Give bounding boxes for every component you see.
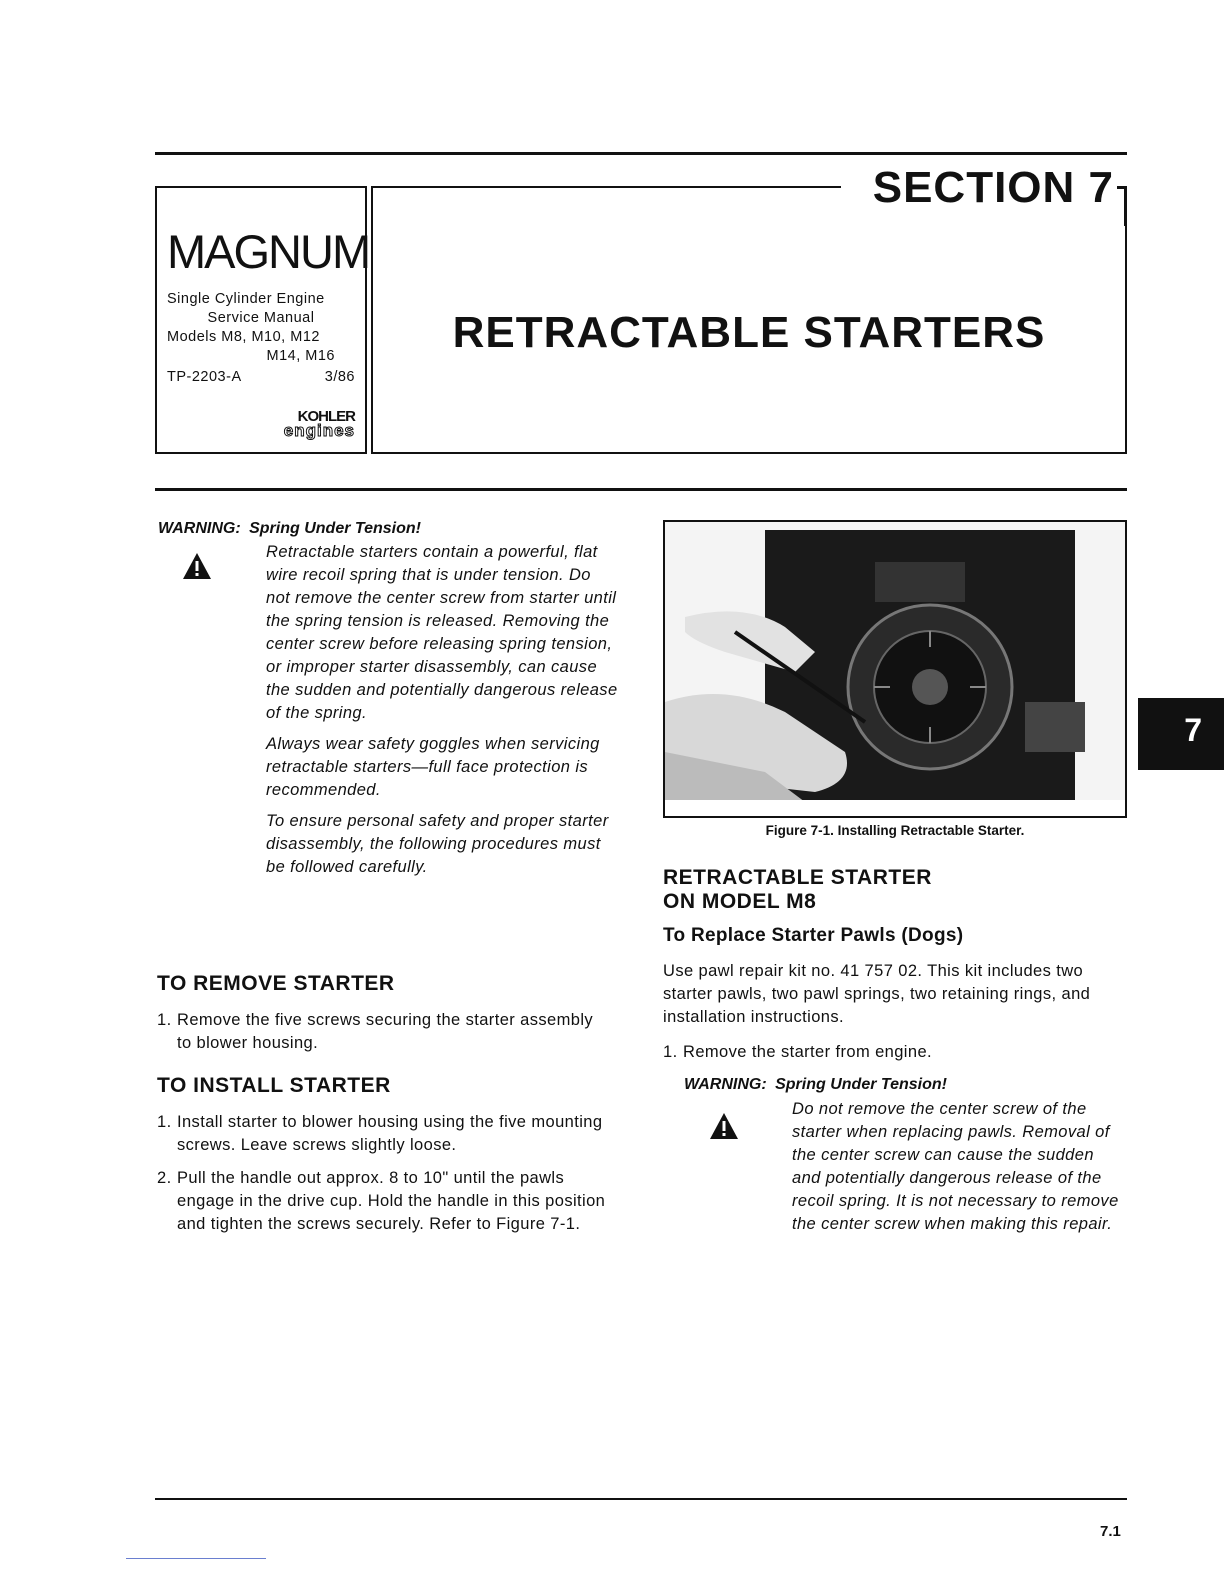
starter-photo-image	[665, 522, 1125, 816]
doc-info	[167, 368, 355, 387]
list-item	[157, 1009, 597, 1055]
figure-caption: Figure 7-1. Installing Retractable Starter.	[765, 823, 1025, 838]
manual-line3: Models M8, M10, M12	[167, 329, 320, 345]
list-item	[157, 1167, 612, 1236]
page-title: RETRACTABLE STARTERS	[452, 308, 1046, 357]
install-steps	[157, 1111, 612, 1236]
remove-steps	[157, 1009, 597, 1055]
warning-heading: Spring Under Tension!	[249, 520, 421, 537]
section-bracket-tick	[1117, 186, 1127, 189]
doc-number: TP-2203-A	[167, 369, 242, 385]
m8-steps	[663, 1041, 1118, 1064]
manual-info-box	[155, 186, 370, 454]
section-tab-label: 7	[1184, 712, 1202, 748]
section-tab	[1138, 698, 1224, 770]
section-number: SECTION 7	[865, 163, 1114, 213]
warning-heading: Spring Under Tension!	[775, 1076, 947, 1093]
manual-line1: Single Cylinder Engine	[167, 291, 325, 307]
warning2-text: Do not remove the center screw of the starter when replacing pawls. Removal of the center screw can cause the sudden and potentially dangerous release of the recoil spring. It is not necessary to remove the center screw when making this repair.	[792, 1100, 1119, 1233]
step-number: 1.	[663, 1043, 678, 1061]
install-step-2: Pull the handle out approx. 8 to 10" until the pawls engage in the drive cup. Hold the handle in this position and tighten the screws securely. Refer to Figure 7-1.	[177, 1169, 606, 1233]
step-number: 1.	[157, 1113, 172, 1131]
remove-step-1: Remove the five screws securing the starter assembly to blower housing.	[177, 1011, 594, 1052]
m8-heading-line2: ON MODEL M8	[663, 890, 817, 913]
warning-triangle-icon	[709, 1112, 739, 1140]
warning-label-1	[158, 520, 421, 538]
warning-word: WARNING:	[684, 1076, 767, 1093]
m8-step-1: Remove the starter from engine.	[683, 1043, 933, 1061]
list-item	[157, 1111, 612, 1157]
warning1-p3: To ensure personal safety and proper starter disassembly, the following procedures must be followed carefully.	[266, 812, 609, 876]
warning-triangle-icon	[182, 552, 212, 580]
install-heading: TO INSTALL STARTER	[157, 1074, 391, 1097]
remove-heading: TO REMOVE STARTER	[157, 972, 395, 995]
manual-info	[167, 290, 355, 387]
warning-word: WARNING:	[158, 520, 241, 537]
header-bottom-rule	[155, 488, 1127, 491]
warning-label-2	[684, 1076, 947, 1094]
section-bracket	[1124, 186, 1127, 226]
step-number: 1.	[157, 1011, 172, 1029]
list-item	[663, 1041, 1118, 1064]
logo-line2: engines	[283, 421, 355, 440]
manual-line4: M14, M16	[266, 348, 335, 364]
install-step-1: Install starter to blower housing using the five mounting screws. Leave screws slightly loose.	[177, 1113, 603, 1154]
warning1-p2: Always wear safety goggles when servicing retractable starters—full face protection is recommended.	[266, 735, 600, 799]
kohler-logo	[284, 410, 355, 438]
page-number: 7.1	[1100, 1523, 1121, 1540]
m8-heading	[663, 866, 932, 914]
warning1-body	[266, 541, 618, 879]
doc-date: 3/86	[324, 369, 355, 385]
m8-intro: Use pawl repair kit no. 41 757 02. This kit includes two starter pawls, two pawl springs, two retaining rings, and installation instructions.	[663, 962, 1091, 1026]
manual-line2: Service Manual	[207, 310, 315, 326]
step-number: 2.	[157, 1169, 172, 1187]
brand-logo: MAGNUM	[167, 225, 370, 278]
section-top-line	[371, 186, 841, 188]
m8-heading-line1: RETRACTABLE STARTER	[663, 866, 932, 889]
warning1-p1: Retractable starters contain a powerful, flat wire recoil spring that is under tension. Do not remove the center screw from starter until the spring tension is released. Removing the center screw before releasing spring tension, or improper starter disassembly, can cause the sudden and potentially dangerous release of the spring.	[266, 543, 618, 722]
figure-7-1	[663, 520, 1127, 818]
m8-subheading: To Replace Starter Pawls (Dogs)	[663, 925, 964, 946]
logo-line1: KOHLER	[297, 408, 355, 425]
top-rule	[155, 152, 1127, 155]
footer-rule	[155, 1498, 1127, 1500]
footer-blue-line	[126, 1558, 266, 1559]
